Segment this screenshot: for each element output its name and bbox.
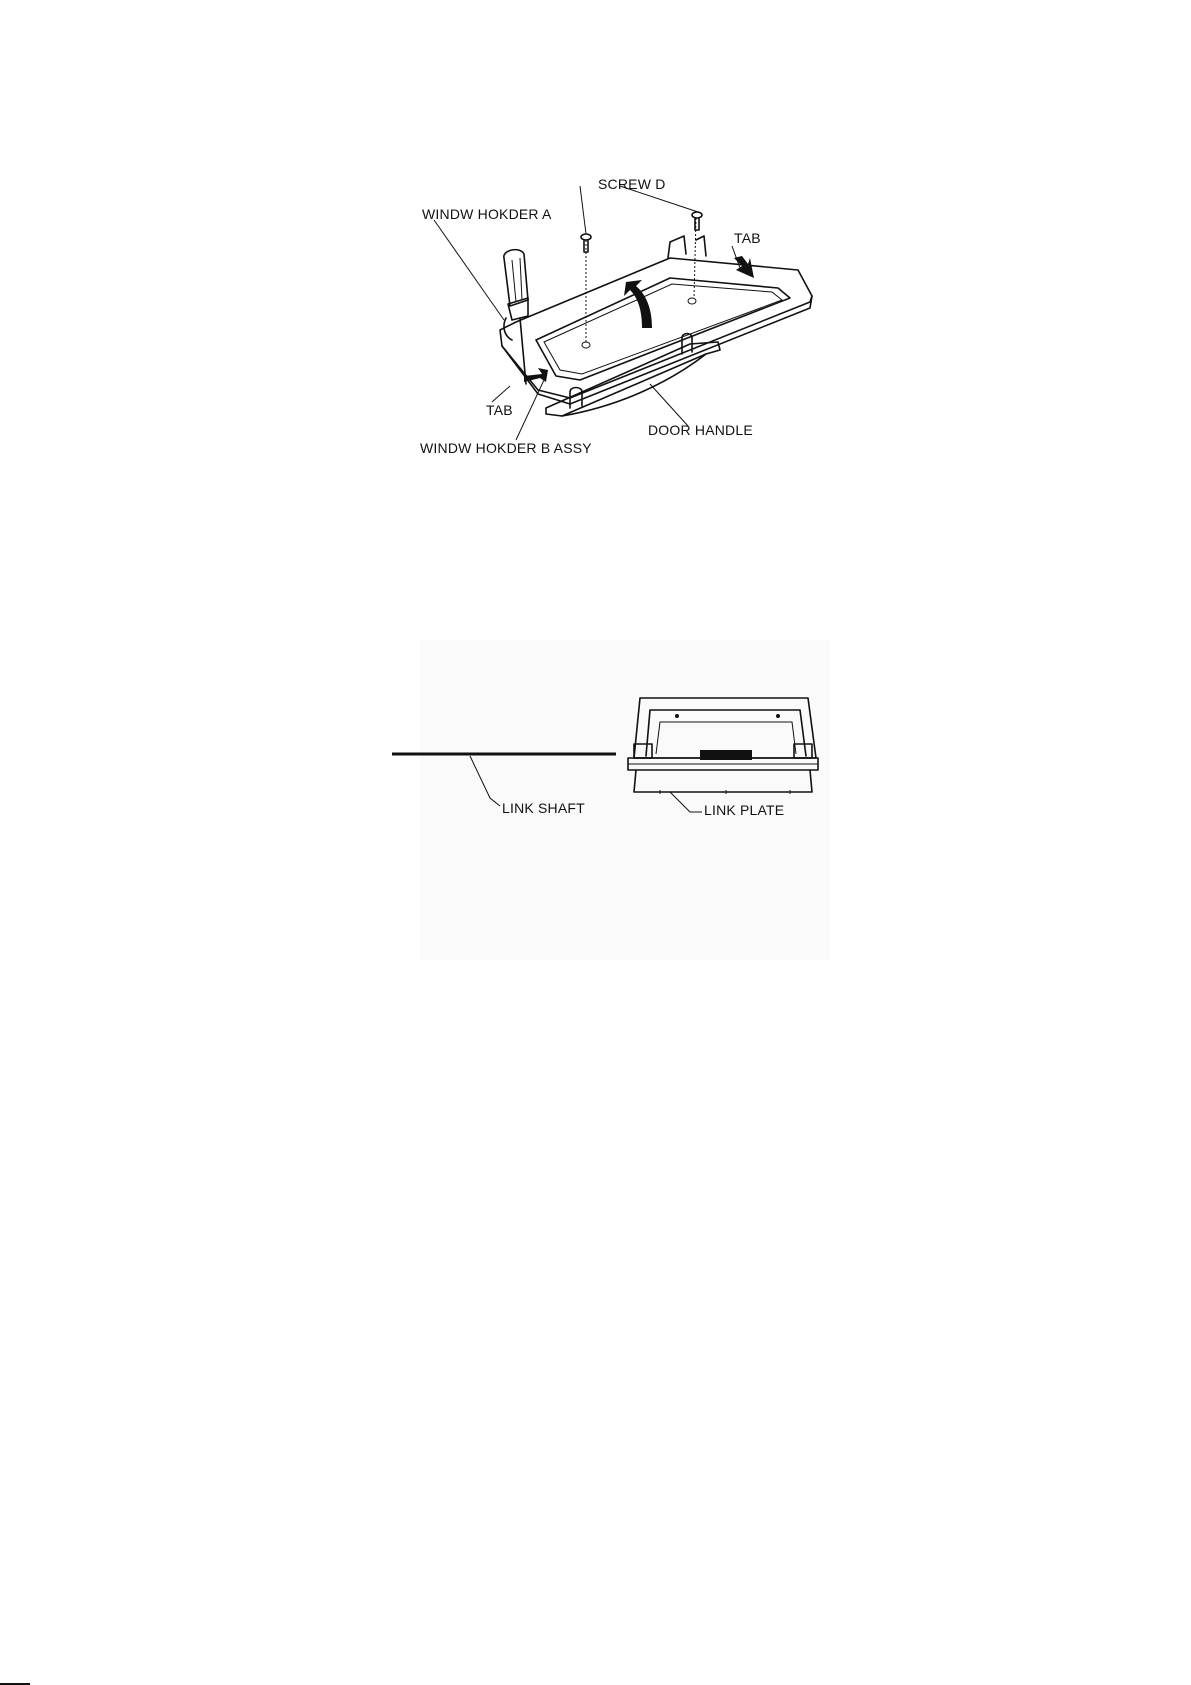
label-window-holder-b-assy: WINDW HOKDER B ASSY xyxy=(420,440,592,456)
leader-door-handle xyxy=(650,384,688,426)
link-shaft-figure xyxy=(420,640,840,980)
label-link-plate: LINK PLATE xyxy=(704,802,785,818)
label-tab-left: TAB xyxy=(486,402,513,418)
leader-screw-left xyxy=(580,186,586,234)
label-tab-right: TAB xyxy=(734,230,761,246)
label-window-holder-a: WINDW HOKDER A xyxy=(422,206,552,222)
label-door-handle: DOOR HANDLE xyxy=(648,422,753,438)
label-link-shaft: LINK SHAFT xyxy=(502,800,585,816)
leader-holder-b xyxy=(516,380,544,440)
window-holder-removal-figure xyxy=(420,170,840,500)
leader-tab-left xyxy=(492,386,510,402)
label-screw-d: SCREW D xyxy=(598,176,666,192)
leader-holder-a xyxy=(434,220,504,320)
